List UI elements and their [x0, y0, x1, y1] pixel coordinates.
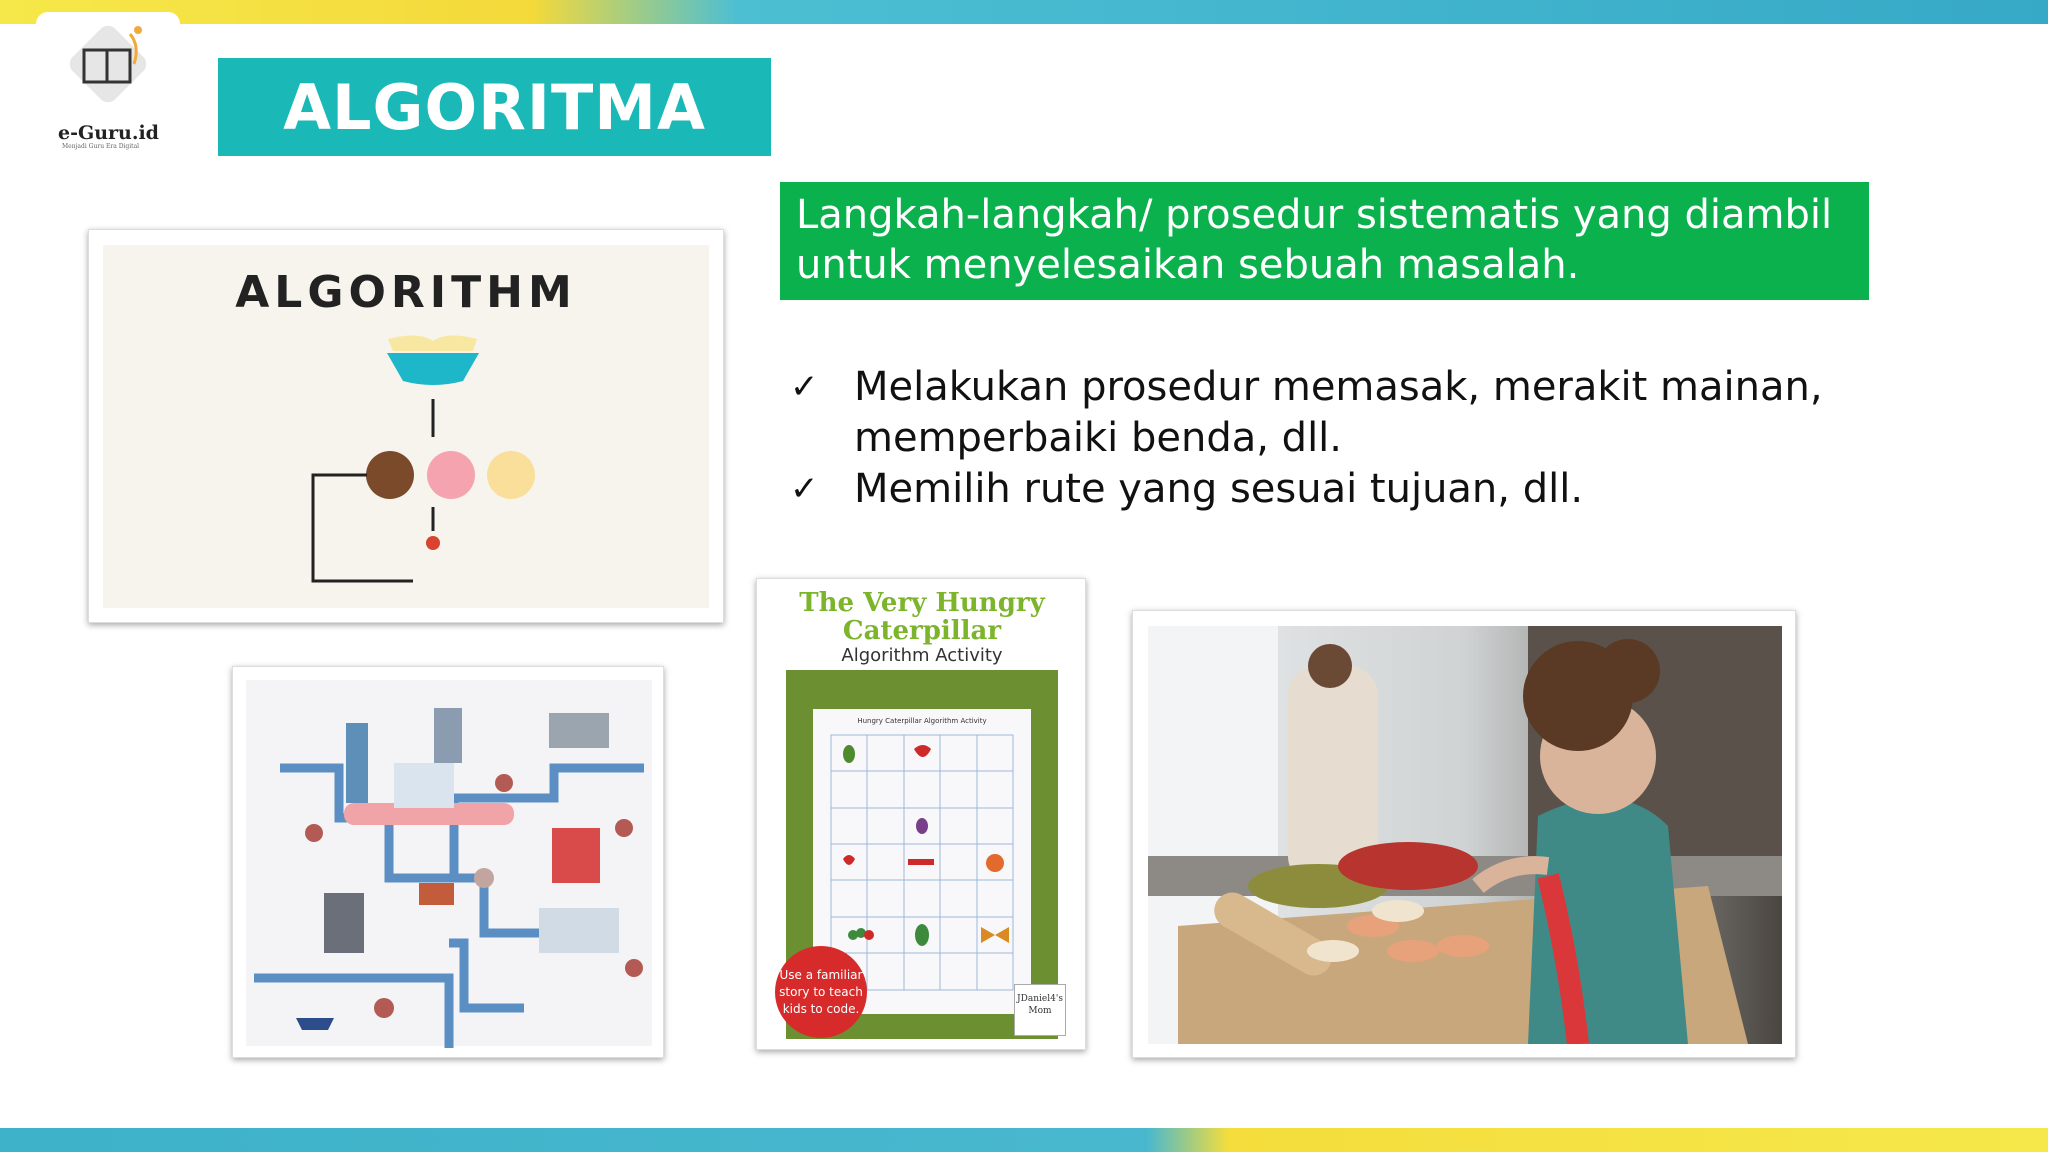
sheet-title: Hungry Caterpillar Algorithm Activity	[857, 717, 987, 725]
activity-subtitle: Algorithm Activity	[841, 645, 1003, 666]
bullet-item	[790, 464, 1840, 515]
checkmark-icon: ✓	[790, 367, 819, 407]
author-stamp: JDaniel4's Mom	[1014, 984, 1066, 1036]
definition-box: Langkah-langkah/ prosedur sistematis yang diambil untuk menyelesaikan sebuah masalah.	[780, 182, 1869, 300]
flow-diagram-icon	[103, 245, 709, 608]
cooking-photo-canvas	[1148, 626, 1782, 1044]
bullet-list	[790, 362, 1840, 515]
book-logo-icon	[62, 18, 154, 110]
slide-title: ALGORITMA	[218, 58, 771, 156]
teach-kids-badge: Use a familiar story to teach kids to code.	[775, 946, 867, 1038]
city-route-map	[232, 666, 664, 1058]
algorithm-illustration	[88, 229, 724, 623]
checkmark-icon: ✓	[790, 469, 819, 509]
algorithm-illustration-canvas	[103, 245, 709, 608]
bullet-text: Melakukan prosedur memasak, merakit mainan, memperbaiki benda, dll.	[854, 364, 1823, 461]
activity-title: The Very Hungry Caterpillar	[799, 588, 1045, 646]
kitchen-scene-icon	[1148, 626, 1782, 1044]
caterpillar-activity	[756, 578, 1086, 1050]
brand-tagline: Menjadi Guru Era Digital	[62, 143, 140, 150]
bottom-gradient-bar	[0, 1128, 2048, 1152]
cooking-photo	[1132, 610, 1796, 1058]
top-gradient-bar	[0, 0, 2048, 24]
bullet-text: Memilih rute yang sesuai tujuan, dll.	[854, 466, 1584, 512]
algorithm-heading: ALGORITHM	[235, 267, 577, 318]
brand-name: e-Guru.id	[58, 122, 159, 144]
city-map-icon	[234, 668, 664, 1058]
bullet-item	[790, 362, 1840, 464]
